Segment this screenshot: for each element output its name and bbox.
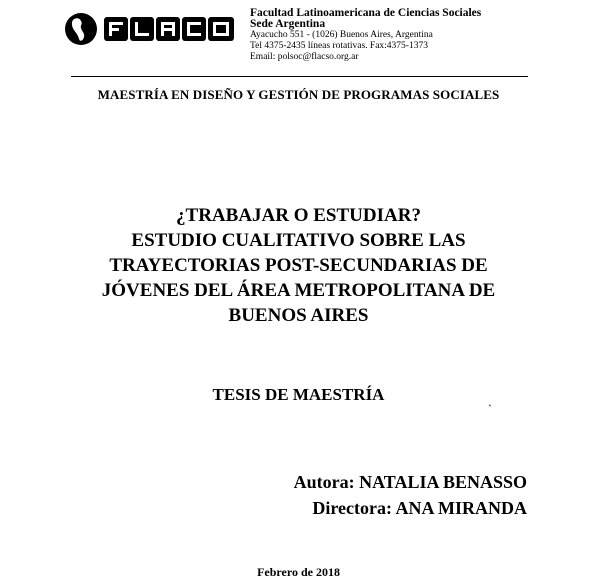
header-divider xyxy=(71,76,528,77)
title-line: JÓVENES DEL ÁREA METROPOLITANA DE xyxy=(101,280,496,301)
title-line: ESTUDIO CUALITATIVO SOBRE LAS xyxy=(131,230,466,251)
campus-name: Sede Argentina xyxy=(250,18,326,30)
thesis-title xyxy=(30,203,567,328)
email: Email: polsoc@flacso.org.ar xyxy=(250,52,359,62)
author: Autora: NATALIA BENASSO xyxy=(293,472,527,492)
thesis-label: TESIS DE MAESTRÍA xyxy=(212,385,385,404)
program-name: MAESTRÍA EN DISEÑO Y GESTIÓN DE PROGRAMAS SOCIALES xyxy=(97,87,500,102)
director: Directora: ANA MIRANDA xyxy=(312,498,527,518)
title-line: TRAYECTORIAS POST-SECUNDARIAS DE xyxy=(109,255,488,276)
flacso-logo xyxy=(64,11,238,47)
title-line: ¿TRABAJAR O ESTUDIAR? xyxy=(176,205,421,226)
institution-block xyxy=(250,8,481,63)
title-line: BUENOS AIRES xyxy=(228,305,369,326)
credits xyxy=(294,469,527,521)
stray-mark: ` xyxy=(488,402,492,416)
institution-name: Facultad Latinoamericana de Ciencias Sociales xyxy=(250,7,482,19)
address: Ayacucho 551 - (1026) Buenos Aires, Argentina xyxy=(250,30,433,40)
phone: Tel 4375-2435 líneas rotativas. Fax:4375-1373 xyxy=(250,41,428,51)
date: Febrero de 2018 xyxy=(257,565,340,579)
